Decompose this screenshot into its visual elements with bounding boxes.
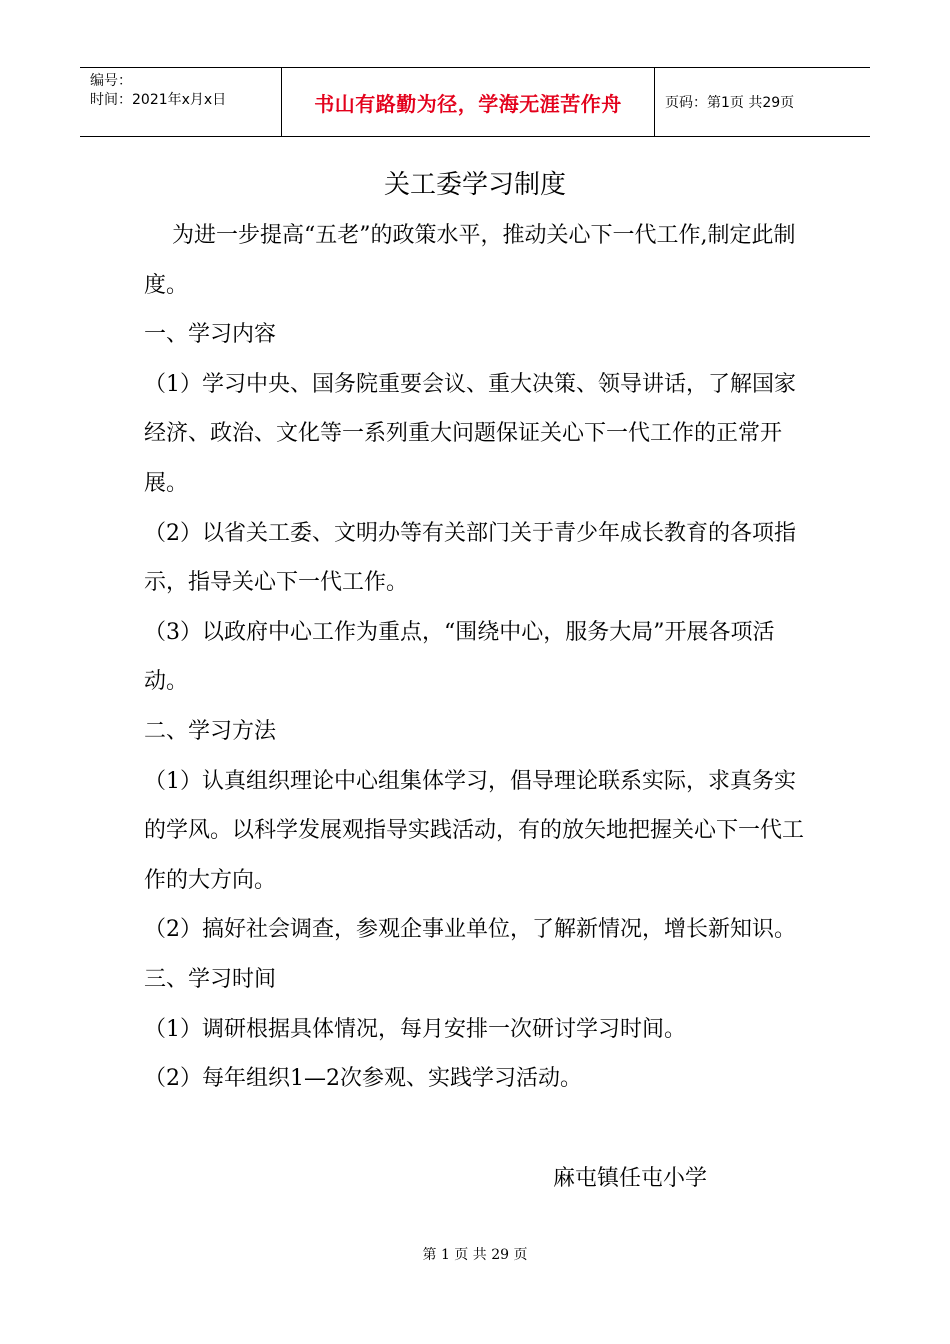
section-heading-content: 一、学习内容: [144, 322, 277, 348]
signature: 麻屯镇任屯小学: [553, 1166, 708, 1191]
intro-paragraph: 为进一步提高“五老”的政策水平，推动关心下一代工作,制定此制度。: [144, 223, 796, 298]
page-header: [80, 67, 870, 137]
header-motto-cell: [282, 68, 655, 136]
time-item-2: （2）每年组织1—2次参观、实践学习活动。: [144, 1066, 582, 1092]
document-body: [144, 211, 808, 1104]
page-footer: 第 1 页 共 29 页: [422, 1247, 528, 1263]
section-heading-method: 二、学习方法: [144, 718, 277, 744]
header-page-cell: [655, 68, 870, 136]
content-item-2: （2）以省关工委、文明办等有关部门关于青少年成长教育的各项指示，指导关心下一代工作。: [144, 520, 796, 596]
header-motto: 书山有路勤为径，学海无涯苦作舟: [314, 92, 622, 116]
time-item-1: （1）调研根据具体情况，每月安排一次研讨学习时间。: [144, 1016, 686, 1042]
method-item-1: （1）认真组织理论中心组集体学习，倡导理论联系实际，求真务实的学风。以科学发展观指导实践活动，有的放矢地把握关心下一代工作的大方向。: [144, 768, 805, 893]
method-item-2: （2）搞好社会调查，参观企事业单位，了解新情况，增长新知识。: [144, 917, 796, 943]
content-item-1: （1）学习中央、国务院重要会议、重大决策、领导讲话，了解国家经济、政治、文化等一系列重大问题保证关心下一代工作的正常开展。: [144, 371, 796, 496]
document-title: 关工委学习制度: [383, 170, 566, 200]
content-item-3: （3）以政府中心工作为重点，“围绕中心，服务大局”开展各项活动。: [144, 619, 775, 695]
section-heading-time: 三、学习时间: [144, 966, 277, 992]
document-number-label: 编号：: [90, 73, 132, 89]
header-page-number: 页码：第1页 共29页: [665, 95, 795, 111]
header-meta-cell: [80, 68, 282, 136]
document-date: 时间：2021年x月x日: [90, 92, 227, 108]
